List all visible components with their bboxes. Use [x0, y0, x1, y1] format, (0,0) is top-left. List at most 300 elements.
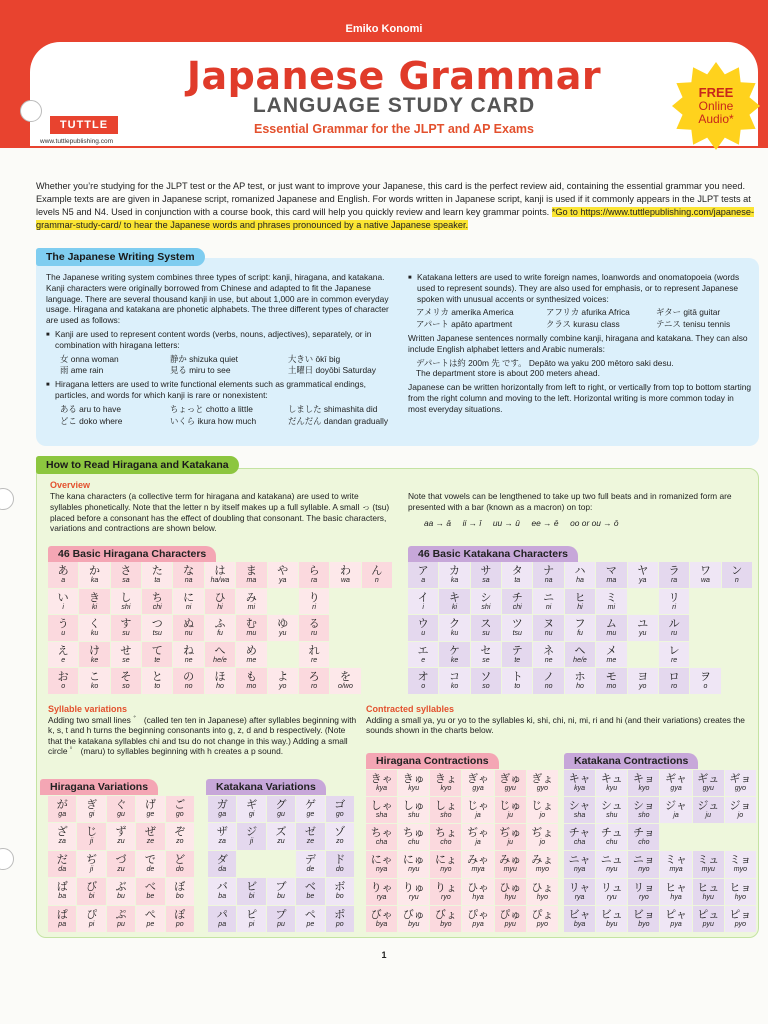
- kana-cell: [398, 824, 429, 850]
- kana-char: ず: [115, 825, 127, 839]
- kana-cell: [173, 642, 203, 668]
- example: いくら ikura how much: [170, 415, 257, 426]
- kana-cell: [471, 668, 501, 694]
- kana-cell: [462, 906, 493, 932]
- kana-romaji: ra: [670, 577, 678, 584]
- kana-char: チャ: [568, 826, 591, 840]
- kana-char: か: [89, 564, 101, 577]
- kana-char: だ: [56, 852, 68, 866]
- kana-romaji: shi: [121, 603, 131, 611]
- header-banner: [0, 0, 768, 148]
- kana-char: ぢゅ: [499, 826, 522, 840]
- kana-cell: [462, 879, 493, 905]
- kana-char: にゅ: [402, 853, 425, 867]
- kana-char: ね: [183, 643, 195, 657]
- kana-char: り: [308, 590, 320, 604]
- kana-cell: [660, 906, 691, 932]
- kana-char: リョ: [633, 880, 655, 894]
- kana-char: レ: [668, 643, 680, 657]
- kana-char: メ: [605, 643, 617, 657]
- kana-cell: [596, 879, 627, 905]
- kana-romaji: gya: [670, 785, 682, 792]
- kana-cell: [296, 906, 324, 932]
- kana-char: ゲ: [304, 798, 316, 811]
- kana-char: ヤ: [637, 564, 649, 577]
- kana-char: ネ: [543, 643, 555, 657]
- kana-cell: [660, 770, 691, 796]
- kana-char: ヨ: [637, 670, 649, 684]
- kana-char: ぱ: [56, 907, 68, 921]
- kana-cell: [690, 562, 720, 588]
- kana-char: ジュ: [697, 799, 720, 813]
- kana-cell: [462, 770, 493, 796]
- kana-char: キ: [449, 590, 461, 604]
- kana-romaji: mi: [607, 603, 616, 611]
- kana-cell: [136, 906, 164, 932]
- kana-cell: [326, 878, 354, 904]
- kana-cell: [237, 823, 265, 849]
- kana-char: ガ: [216, 798, 228, 811]
- kana-romaji: be: [146, 893, 155, 901]
- kana-romaji: se: [122, 656, 130, 664]
- kana-romaji: byo: [638, 920, 650, 928]
- kana-char: ショ: [633, 799, 655, 813]
- kana-cell: [208, 906, 236, 932]
- kana-cell: [596, 770, 627, 796]
- katakana-table-title: 46 Basic Katakana Characters: [408, 546, 578, 562]
- kana-char: ミャ: [665, 853, 687, 867]
- kana-romaji: de: [146, 865, 155, 873]
- audio-link[interactable]: *Go to https://www.tuttlepublishing.com/japanese-grammar-study-card/ to hear the Japanese words and phrases pronounced by a native Japanese speaker.: [36, 207, 755, 230]
- kana-romaji: ji: [250, 838, 254, 846]
- kana-romaji: e: [61, 656, 66, 664]
- kana-romaji: myo: [733, 866, 748, 874]
- kana-cell: [564, 906, 595, 932]
- kana-romaji: shi: [481, 603, 491, 611]
- kana-cell: [527, 851, 558, 877]
- hiragana-table-title: 46 Basic Hiragana Characters: [48, 546, 216, 562]
- kana-char: ぢゃ: [467, 826, 490, 840]
- kana-char: ピュ: [697, 907, 720, 921]
- kana-cell: [142, 562, 172, 588]
- kana-char: ビャ: [568, 907, 591, 921]
- kana-romaji: ya: [279, 577, 287, 584]
- kana-romaji: be: [306, 893, 315, 901]
- kana-cell: [659, 668, 689, 694]
- kana-char: ブ: [275, 880, 287, 894]
- kana-cell: [495, 906, 526, 932]
- example: だんだん dandan gradually: [288, 415, 389, 426]
- kana-char: が: [56, 798, 68, 811]
- kana-romaji: kyu: [408, 785, 420, 792]
- writing-direction-text: Japanese can be written horizontally from left to right, or vertically from top to bottom starting from the right column and moving to the left. Horizontal writing is more common today in most everyday situations.: [408, 382, 752, 414]
- kana-cell: [495, 851, 526, 877]
- hiragana-contractions-table: [366, 770, 558, 932]
- kana-cell: [596, 824, 627, 850]
- kana-romaji: nya: [375, 866, 388, 874]
- publisher-url[interactable]: www.tuttlepublishing.com: [40, 138, 113, 145]
- kana-romaji: da: [218, 865, 227, 873]
- kana-cell: [502, 668, 532, 694]
- kana-char: わ: [339, 564, 351, 577]
- kana-char: リャ: [568, 880, 591, 894]
- kana-char: ギュ: [697, 772, 720, 785]
- kana-romaji: ni: [545, 603, 552, 611]
- kana-romaji: mo: [606, 683, 617, 691]
- kana-char: ぐ: [115, 798, 127, 811]
- kana-char: う: [57, 617, 69, 631]
- kana-char: ぎ: [86, 798, 98, 811]
- kana-cell: [205, 589, 235, 615]
- kana-char: ぎゅ: [499, 772, 522, 785]
- kana-char: ひゅ: [499, 880, 522, 894]
- kana-romaji: pe: [146, 920, 155, 928]
- kana-cell: [495, 797, 526, 823]
- kana-char: チュ: [600, 826, 623, 840]
- kana-char: ビュ: [600, 907, 623, 921]
- kana-char: ワ: [699, 564, 711, 577]
- kana-cell: [564, 824, 595, 850]
- kana-cell: [77, 796, 105, 822]
- kana-romaji: sha: [375, 812, 388, 820]
- kana-cell: [362, 668, 392, 694]
- kana-char: ろ: [308, 670, 320, 684]
- vowel-examples: aa → ā ii → ī uu → ū ee → ē oo or ou → ō: [424, 518, 619, 528]
- kana-char: す: [120, 617, 132, 631]
- kana-romaji: ra: [310, 577, 318, 584]
- kana-char: ム: [605, 617, 617, 631]
- kana-romaji: chi: [512, 603, 522, 611]
- contracted-text: Adding a small ya, yu or yo to the syllables ki, shi, chi, ni, mi, ri and hi (and their variations) creates the sounds shown in the charts below.: [366, 714, 745, 736]
- kana-char: キュ: [600, 772, 623, 785]
- kana-romaji: go: [175, 811, 184, 818]
- kana-romaji: a: [61, 577, 66, 584]
- kana-char: ホ: [574, 670, 586, 684]
- kana-cell: [693, 770, 724, 796]
- kana-romaji: ba: [58, 893, 67, 901]
- kana-romaji: u: [421, 630, 426, 638]
- katakana-contractions-table: [564, 770, 756, 932]
- kana-char: ピャ: [665, 907, 688, 921]
- kana-char: ジ: [246, 825, 258, 839]
- kana-romaji: ba: [218, 893, 227, 901]
- kana-char: ポ: [334, 907, 346, 921]
- kana-char: ミュ: [697, 853, 720, 867]
- kana-romaji: te: [154, 656, 161, 664]
- kana-char: ぜ: [144, 825, 156, 839]
- kana-cell: [659, 562, 689, 588]
- kana-char: ぶ: [115, 880, 127, 894]
- kana-cell: [565, 615, 595, 641]
- kana-char: ペ: [304, 907, 316, 921]
- kana-cell: [142, 615, 172, 641]
- kana-cell: [236, 589, 266, 615]
- kana-cell: [725, 824, 756, 850]
- kana-romaji: ho: [216, 683, 224, 691]
- kana-cell: [237, 851, 265, 877]
- kana-cell: [659, 642, 689, 668]
- kana-romaji: mya: [471, 866, 485, 874]
- kana-romaji: pu: [117, 920, 125, 928]
- kana-romaji: ha: [576, 577, 584, 584]
- kana-char: キョ: [632, 772, 655, 785]
- kana-romaji: ri: [672, 603, 677, 611]
- kana-romaji: no: [184, 683, 193, 691]
- overview-title: Overview: [50, 480, 91, 490]
- kana-char: にゃ: [370, 853, 393, 867]
- kana-cell: [173, 615, 203, 641]
- kana-romaji: ryo: [639, 893, 649, 901]
- kana-romaji: n: [374, 577, 379, 584]
- kana-cell: [725, 906, 756, 932]
- kana-cell: [330, 615, 360, 641]
- kana-char: は: [214, 564, 226, 577]
- variations-title: Syllable variations: [48, 704, 128, 714]
- kana-cell: [430, 797, 461, 823]
- kana-char: ちゃ: [370, 826, 393, 840]
- kana-cell: [430, 824, 461, 850]
- kana-char: ダ: [216, 852, 228, 866]
- kana-cell: [533, 642, 563, 668]
- kana-cell: [462, 851, 493, 877]
- kana-romaji: ko: [450, 683, 459, 691]
- kana-char: コ: [449, 670, 461, 684]
- free-audio-badge: [672, 86, 760, 126]
- kana-char: りゅ: [402, 880, 425, 894]
- kana-cell: [430, 879, 461, 905]
- kana-romaji: bya: [573, 920, 586, 928]
- kana-char: せ: [120, 643, 132, 657]
- kana-romaji: nu: [544, 630, 553, 638]
- kana-cell: [77, 906, 105, 932]
- kana-cell: [628, 797, 659, 823]
- kana-romaji: ko: [90, 683, 99, 691]
- kana-char: ん: [371, 564, 383, 577]
- variations-text: Adding two small lines ゛ (called ten ten in Japanese) after syllables beginning with k, s, t and h turns the beginning consonants into g, z, d and b respectively. (Note that the katakana syllables chi and tsu do not change in this way.) Adding a small circle ゜ (maru) to syllables beginning with h creates a p sound.: [48, 714, 357, 757]
- kana-cell: [596, 668, 626, 694]
- kana-cell: [527, 824, 558, 850]
- kana-romaji: ja: [475, 812, 481, 820]
- kana-romaji: ma: [606, 577, 617, 584]
- kana-cell: [722, 668, 752, 694]
- kana-cell: [628, 851, 659, 877]
- kana-cell: [398, 851, 429, 877]
- kana-char: ニャ: [568, 853, 591, 867]
- kana-char: ソ: [480, 670, 492, 684]
- writing-right-column: [408, 272, 752, 418]
- kana-romaji: sa: [482, 577, 490, 584]
- page-subtitle: LANGUAGE STUDY CARD: [252, 94, 536, 117]
- hiragana-examples: [60, 404, 398, 427]
- kana-cell: [79, 668, 109, 694]
- kana-cell: [398, 906, 429, 932]
- kana-romaji: ja: [475, 839, 481, 847]
- kana-cell: [533, 562, 563, 588]
- kana-cell: [326, 906, 354, 932]
- kana-cell: [362, 642, 392, 668]
- kana-cell: [659, 589, 689, 615]
- example: アパート apāto apartment: [416, 319, 513, 330]
- variations-note: [48, 704, 358, 757]
- kana-cell: [565, 589, 595, 615]
- kana-cell: [408, 642, 438, 668]
- kana-romaji: nu: [184, 630, 193, 638]
- kana-romaji: no: [544, 683, 553, 691]
- kana-char: み: [245, 590, 257, 604]
- kana-char: ゼ: [304, 825, 316, 839]
- kana-cell: [462, 797, 493, 823]
- kana-char: ざ: [56, 825, 68, 839]
- kana-cell: [564, 879, 595, 905]
- kana-char: みゅ: [499, 853, 522, 867]
- kana-char: パ: [216, 907, 228, 921]
- kana-cell: [564, 851, 595, 877]
- kana-char: き: [89, 590, 101, 604]
- kana-cell: [48, 851, 76, 877]
- kana-cell: [48, 878, 76, 904]
- kana-char: りょ: [434, 880, 457, 894]
- kana-cell: [136, 851, 164, 877]
- kana-romaji: nyo: [638, 866, 650, 874]
- example: アフリカ afurika Africa: [546, 307, 630, 318]
- kana-char: し: [120, 590, 132, 604]
- kana-romaji: zu: [277, 838, 285, 846]
- example-translation: The department store is about 200 meters ahead.: [416, 368, 600, 379]
- kana-cell: [725, 879, 756, 905]
- kana-char: みょ: [531, 853, 554, 867]
- kana-cell: [48, 906, 76, 932]
- kana-romaji: za: [58, 838, 66, 846]
- kana-cell: [236, 642, 266, 668]
- kana-char: ビョ: [632, 907, 655, 921]
- example: クラス kurasu class: [546, 319, 620, 330]
- kana-char: へ: [214, 643, 226, 657]
- kana-char: ゆ: [277, 617, 289, 631]
- kana-cell: [173, 589, 203, 615]
- kana-char: ぴゅ: [499, 907, 522, 921]
- kana-cell: [326, 823, 354, 849]
- kana-cell: [693, 879, 724, 905]
- kana-romaji: kyo: [638, 785, 650, 792]
- kana-char: ン: [731, 564, 743, 577]
- kana-romaji: fu: [217, 630, 223, 638]
- kana-cell: [166, 823, 194, 849]
- kana-cell: [205, 562, 235, 588]
- kana-cell: [237, 878, 265, 904]
- kana-romaji: ga: [58, 811, 67, 818]
- kana-char: ヲ: [699, 670, 711, 684]
- kana-cell: [237, 906, 265, 932]
- kana-romaji: mya: [669, 866, 683, 874]
- example: ギター gitā guitar: [656, 307, 721, 318]
- kana-romaji: pu: [277, 920, 285, 928]
- kana-char: じゃ: [467, 799, 490, 813]
- kana-char: プ: [275, 907, 287, 921]
- kana-cell: [366, 906, 397, 932]
- kana-char: ミ: [605, 590, 617, 604]
- kana-romaji: zo: [336, 838, 344, 846]
- kana-romaji: ju: [705, 812, 711, 820]
- kana-romaji: jo: [737, 812, 744, 820]
- kana-cell: [430, 851, 461, 877]
- kana-cell: [366, 879, 397, 905]
- kana-char: きゃ: [370, 772, 393, 785]
- kana-cell: [79, 615, 109, 641]
- kana-cell: [596, 615, 626, 641]
- hiragana-bullet: ■ Hiragana letters are used to write functional elements such as grammatical endings, particles, and words for which kanji is rare or nonexistent:: [46, 379, 398, 401]
- kana-char: づ: [115, 852, 127, 866]
- kana-char: ご: [174, 798, 186, 811]
- kana-cell: [495, 824, 526, 850]
- kana-cell: [205, 642, 235, 668]
- kana-romaji: cho: [440, 839, 452, 847]
- kana-romaji: pa: [58, 920, 67, 928]
- kana-cell: [136, 796, 164, 822]
- kana-cell: [362, 589, 392, 615]
- kana-char: しゃ: [370, 799, 393, 813]
- kana-cell: [628, 879, 659, 905]
- kana-char: も: [245, 670, 257, 684]
- kana-char: ギョ: [729, 772, 752, 785]
- kana-cell: [107, 851, 135, 877]
- kana-char: ギャ: [665, 772, 688, 785]
- kana-romaji: pa: [218, 920, 227, 928]
- badge-line: Online: [698, 99, 734, 113]
- kana-romaji: go: [335, 811, 344, 818]
- kana-romaji: byo: [440, 920, 452, 928]
- kana-cell: [268, 668, 298, 694]
- kana-romaji: bu: [277, 893, 285, 901]
- kana-romaji: kya: [574, 785, 586, 792]
- kana-romaji: ke: [90, 656, 99, 664]
- kana-char: ヒャ: [665, 880, 688, 894]
- kana-char: ヒュ: [697, 880, 720, 894]
- kana-romaji: n: [734, 577, 739, 584]
- kana-cell: [299, 615, 329, 641]
- kana-romaji: yu: [639, 630, 647, 638]
- kana-cell: [77, 823, 105, 849]
- kana-char: ロ: [668, 670, 680, 684]
- contracted-title: Contracted syllables: [366, 704, 455, 714]
- kana-cell: [296, 823, 324, 849]
- kana-cell: [48, 615, 78, 641]
- example: 土曜日 doyōbi Saturday: [288, 365, 376, 376]
- kana-char: みゃ: [467, 853, 490, 867]
- kana-char: ツ: [511, 617, 523, 631]
- kana-cell: [430, 770, 461, 796]
- kana-cell: [48, 589, 78, 615]
- kana-romaji: do: [335, 865, 344, 873]
- kana-char: にょ: [435, 853, 457, 867]
- kana-romaji: gi: [88, 811, 95, 818]
- binder-hole-icon: [0, 848, 14, 870]
- kana-cell: [596, 589, 626, 615]
- kana-char: げ: [144, 798, 156, 811]
- kana-romaji: sa: [122, 577, 130, 584]
- kana-cell: [533, 668, 563, 694]
- kana-cell: [107, 796, 135, 822]
- kana-char: ひ: [214, 590, 226, 604]
- kana-cell: [660, 879, 691, 905]
- kana-char: シュ: [600, 799, 623, 813]
- kana-cell: [326, 851, 354, 877]
- kana-char: て: [151, 643, 163, 657]
- kana-cell: [527, 770, 558, 796]
- kana-romaji: re: [670, 656, 678, 664]
- kana-romaji: gu: [277, 811, 285, 818]
- kana-char: きゅ: [402, 772, 425, 785]
- kana-char: りゃ: [370, 880, 393, 894]
